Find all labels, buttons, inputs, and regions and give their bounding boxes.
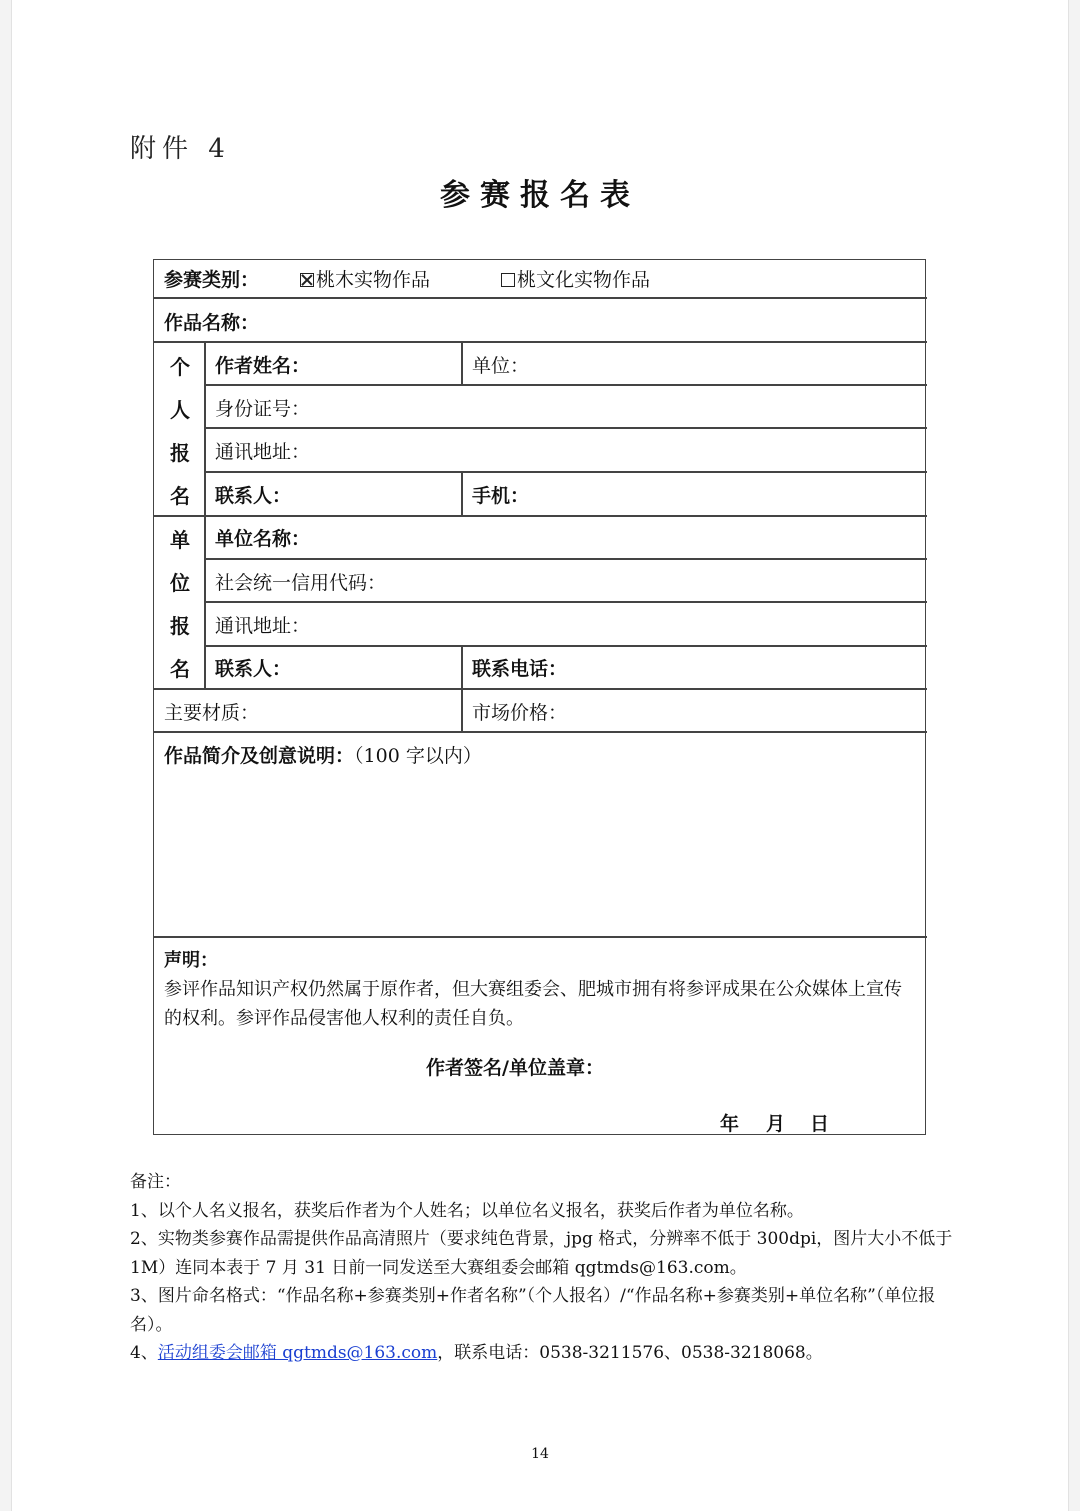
intro-label: 作品简介及创意说明：: [164, 745, 355, 767]
row-divider: [154, 731, 927, 733]
unit-section-char: 报: [170, 614, 190, 638]
registration-form: [153, 259, 926, 1135]
address-label: 通讯地址：: [215, 441, 311, 463]
personal-section-char: 报: [170, 441, 190, 465]
contact-label: 联系人：: [215, 485, 292, 507]
attachment-label: 附件 4: [130, 134, 231, 164]
intro-limit: （100 字以内）: [354, 745, 482, 767]
date-year: 年: [720, 1113, 740, 1135]
date-day: 日: [810, 1113, 830, 1135]
price-label: 市场价格：: [472, 702, 568, 724]
row-divider: [204, 645, 927, 647]
category-label: 参赛类别：: [164, 269, 260, 291]
mobile-label: 手机：: [472, 485, 530, 507]
personal-section-char: 个: [170, 355, 190, 379]
id-number-label: 身份证号：: [215, 398, 311, 420]
date-month: 月: [766, 1113, 786, 1135]
row-divider: [154, 297, 927, 299]
declaration-text: 参评作品知识产权仍然属于原作者，但大赛组委会、肥城市拥有将参评成果在公众媒体上宣传的权利。参评作品侵害他人权利的责任自负。: [164, 979, 902, 1029]
row-divider: [204, 558, 927, 560]
column-divider: [461, 341, 463, 384]
personal-section-char: 名: [170, 484, 190, 508]
work-name-label: 作品名称：: [164, 312, 260, 334]
column-divider: [461, 471, 463, 515]
notes-heading: 备注：: [130, 1172, 181, 1192]
credit-code-label: 社会统一信用代码：: [215, 572, 387, 594]
material-label: 主要材质：: [164, 702, 260, 724]
note-item: 3、图片命名格式：“作品名称+参赛类别+作者名称”（个人报名）/“作品名称+参赛类别+单位名称”（单位报名）。: [130, 1286, 936, 1335]
option-peach-culture[interactable]: [501, 265, 650, 292]
row-divider: [154, 936, 927, 938]
personal-section-char: 人: [170, 398, 190, 422]
unit-section-char: 名: [170, 657, 190, 681]
option-peach-wood-label: 桃木实物作品: [316, 269, 431, 291]
declaration: [164, 946, 919, 1033]
unit-phone-label: 联系电话：: [472, 658, 568, 680]
intro-heading: [164, 741, 482, 768]
note4-suffix: ，联系电话：0538-3211576、0538-3218068。: [437, 1343, 823, 1363]
page-title: 参赛报名表: [440, 178, 640, 213]
note4-prefix: 4、: [130, 1343, 158, 1363]
row-divider: [204, 427, 927, 429]
row-divider: [154, 341, 927, 343]
unit-address-label: 通讯地址：: [215, 615, 311, 637]
row-divider: [154, 688, 927, 690]
declaration-label: 声明：: [164, 950, 218, 971]
email-link[interactable]: 活动组委会邮箱 qgtmds@163.com: [157, 1343, 438, 1363]
unchecked-checkbox-icon[interactable]: [501, 273, 515, 287]
unit-contact-label: 联系人：: [215, 658, 292, 680]
option-peach-culture-label: 桃文化实物作品: [517, 269, 651, 291]
signature-label: 作者签名/单位盖章：: [426, 1057, 604, 1079]
unit-label: 单位：: [472, 355, 530, 377]
row-divider: [204, 601, 927, 603]
unit-name-label: 单位名称：: [215, 528, 311, 550]
note-item: 2、实物类参赛作品需提供作品高清照片（要求纯色背景，jpg 格式，分辨率不低于 300dpi，图片大小不低于 1M）连同本表于 7 月 31 日前一同发送至大赛组委会邮箱 qgtmds@163.com。: [130, 1229, 953, 1278]
option-peach-wood[interactable]: [300, 265, 430, 292]
column-divider: [461, 645, 463, 731]
note-item: 1、以个人名义报名，获奖后作者为个人姓名；以单位名义报名，获奖后作者为单位名称。: [130, 1200, 804, 1221]
document-page: [12, 0, 1068, 1511]
checked-checkbox-icon[interactable]: [300, 273, 314, 287]
author-name-label: 作者姓名：: [215, 355, 311, 377]
page-number: 14: [531, 1446, 549, 1462]
note-item: [130, 1339, 970, 1368]
row-divider: [204, 384, 927, 386]
unit-section-char: 单: [170, 528, 190, 552]
notes: [130, 1168, 970, 1368]
unit-section-char: 位: [170, 571, 190, 595]
row-divider: [154, 515, 927, 517]
row-divider: [204, 471, 927, 473]
